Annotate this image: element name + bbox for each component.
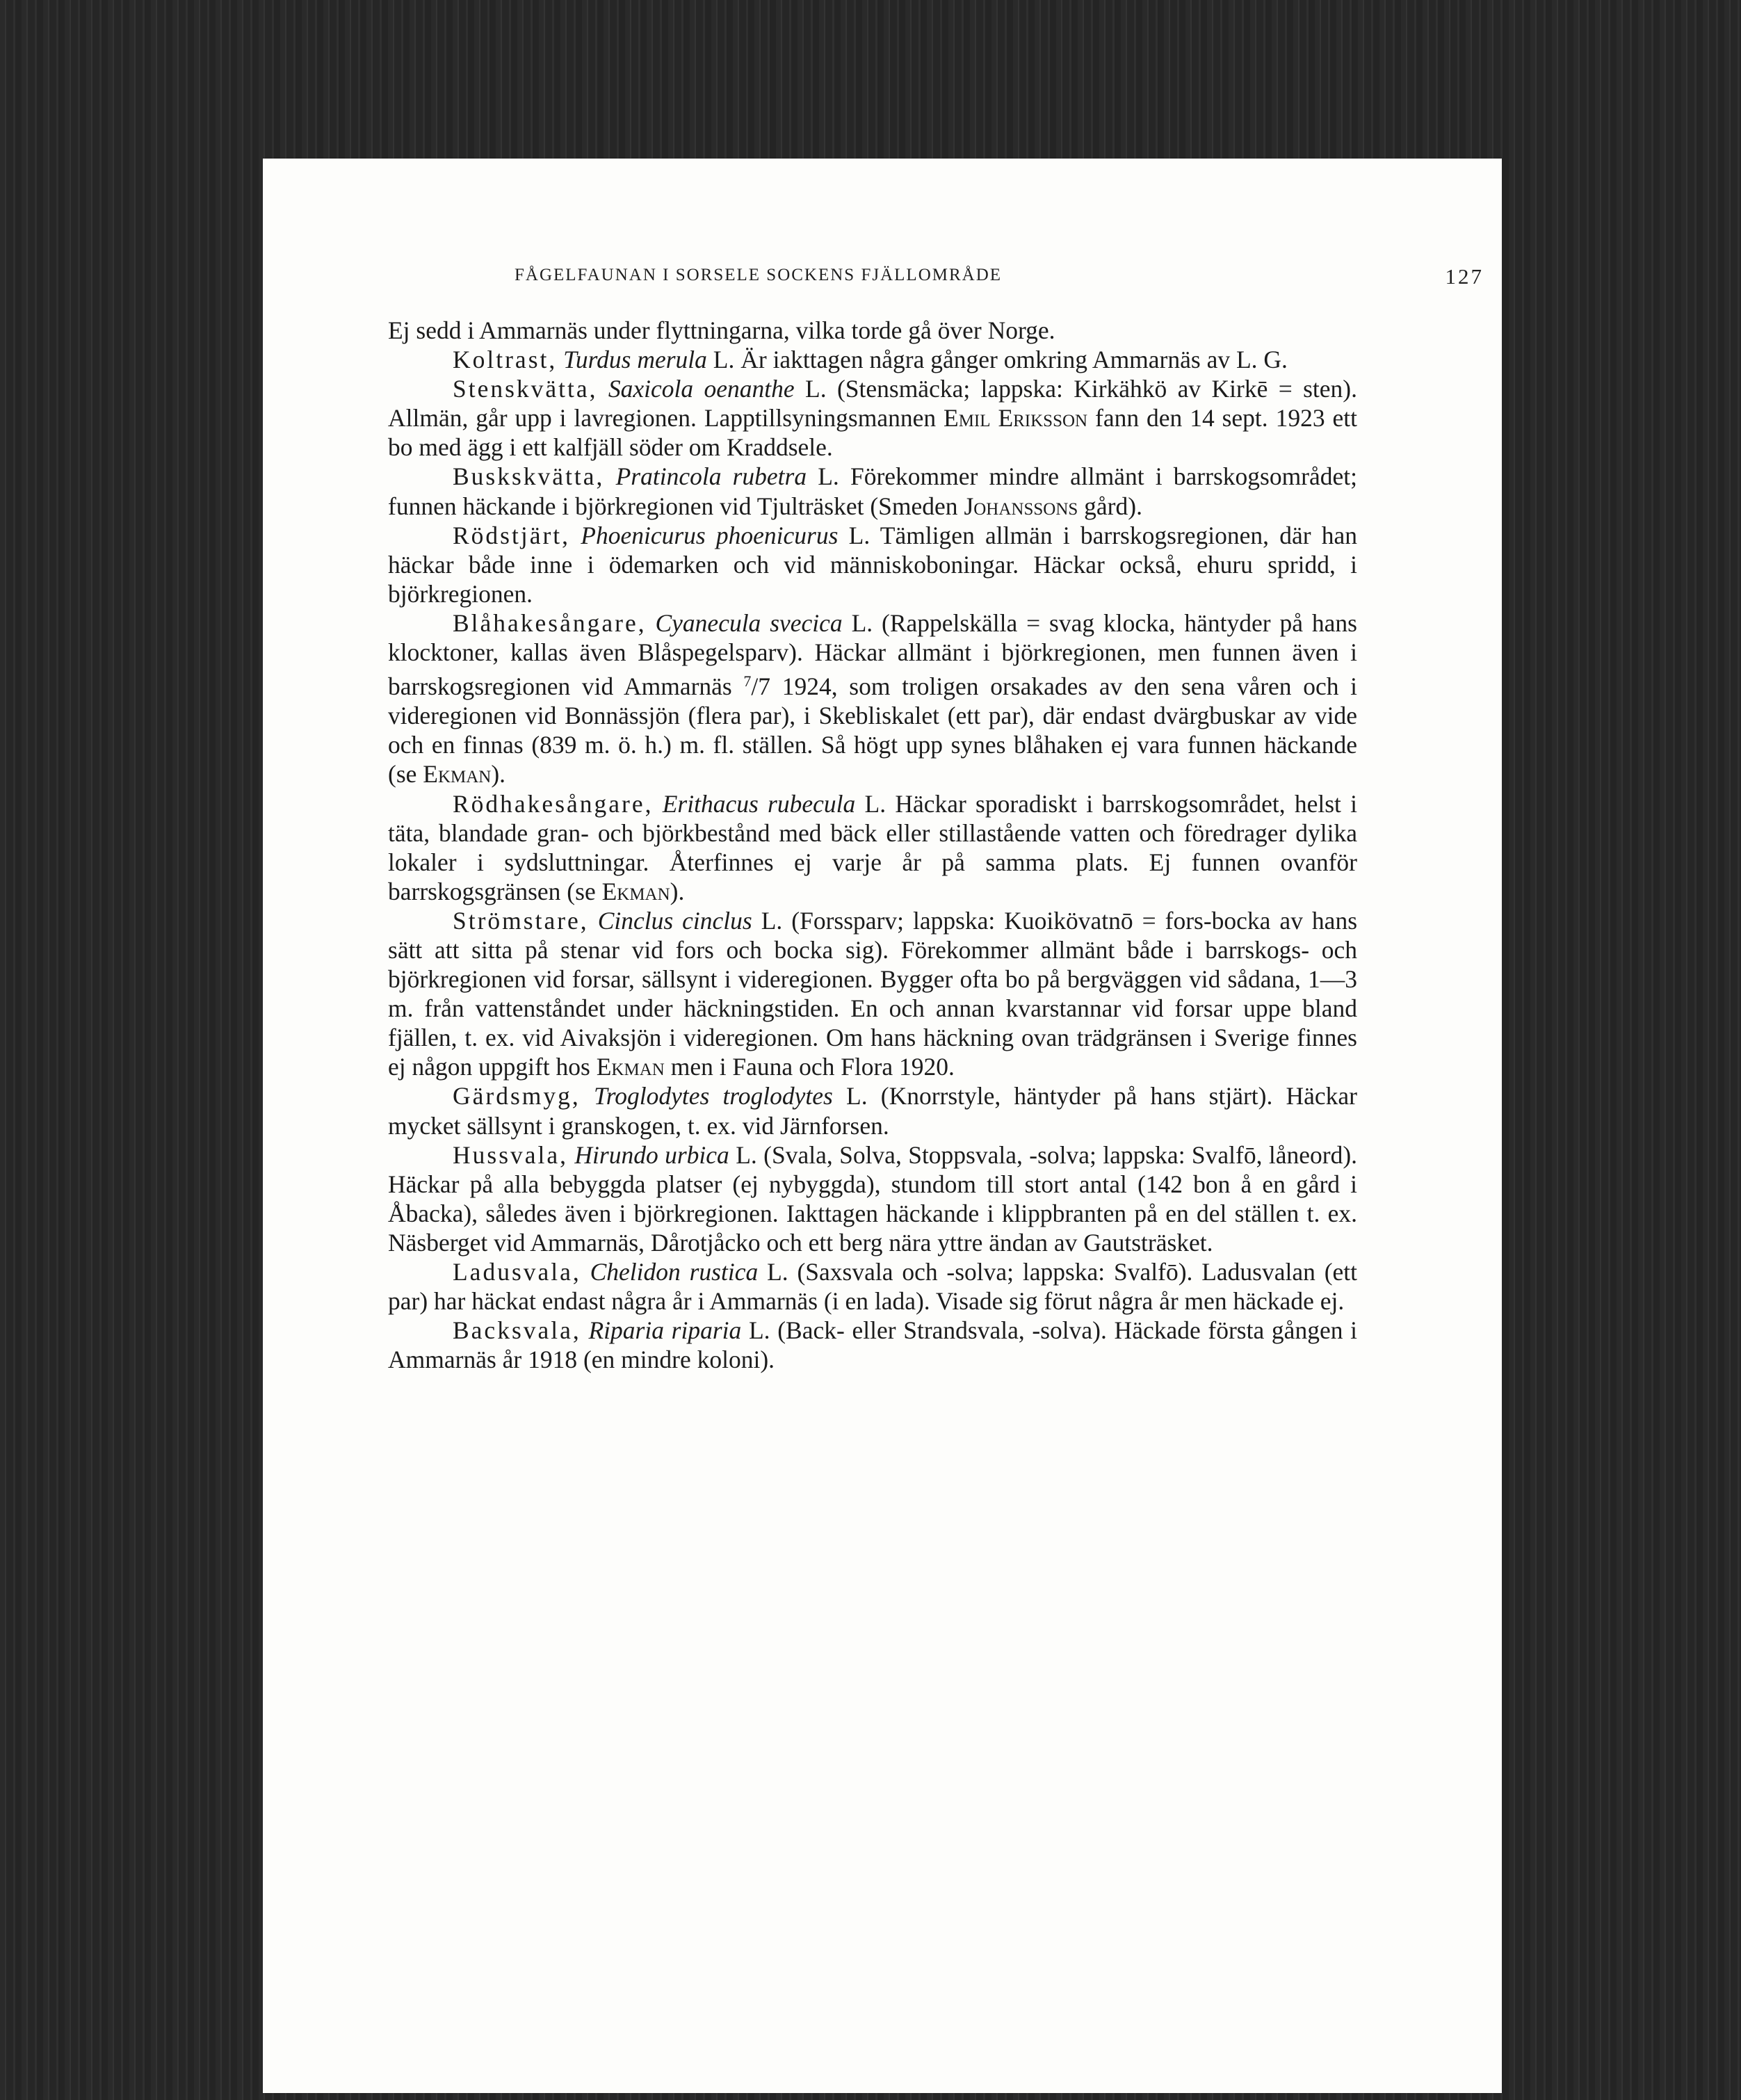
entry-blahakesangare [388, 608, 1357, 789]
entry-text: L. Är iakttagen några gånger omkring Ammarnäs av L. G. [706, 346, 1288, 374]
latin-name: Hirundo urbica [574, 1140, 729, 1169]
species-name: Ladusvala, [453, 1258, 581, 1286]
entry-ladusvala [388, 1257, 1357, 1316]
page-number: 127 [1445, 264, 1484, 289]
entry-text: men i Fauna och Flora 1920. [664, 1053, 955, 1081]
entry-text: ). [491, 760, 506, 789]
entry-text: L. (Rappelskälla = svag klocka, häntyder på hans klocktoner, kallas även Blåspegelsparv). Häckar allmänt i björkregionen, men funnen även i barrskogsregionen vid Ammarnäs [388, 608, 1357, 701]
species-name: Rödstjärt, [453, 521, 571, 549]
species-name: Hussvala, [453, 1140, 569, 1169]
latin-name: Riparia riparia [588, 1316, 742, 1345]
date-fraction-denominator: /7 [751, 672, 771, 701]
species-name: Buskskvätta, [453, 462, 605, 491]
entry-text: L. (Back- eller Strandsvala, -solva). Häckade första gången i Ammarnäs år 1918 (en mindre koloni). [388, 1316, 1358, 1374]
species-name: Gärdsmyg, [453, 1082, 581, 1110]
species-name: Strömstare, [453, 906, 589, 935]
entry-text: L. (Svala, Solva, Stoppsvala, -solva; lappska: Svalfō, låneord). Häckar på alla bebyggda platser (ej nybyggda), stundom till stort antal (142 bon å en gård i Åbacka), således även i björkregionen. Iakttagen häckande i klippbranten på en del ställen t. ex. Näsberget vid Ammarnäs, Dårotjåcko och ett berg nära yttre ändan av Gautsträsket. [388, 1140, 1358, 1257]
person-name: Ekman [601, 877, 670, 905]
species-name: Backsvala, [453, 1316, 581, 1345]
entry-text: 1924, som troligen orsakades av den sena våren och i videregionen vid Bonnässjön (flera par), i Skebliskalet (ett par), där endast dvärgbuskar av vide och en finnas (839 m. ö. h.) m. fl. ställen. Så högt upp synes blåhaken ej vara funnen häckande (se [388, 672, 1357, 789]
entry-text: L. Förekommer mindre allmänt i barrskogsområdet; funnen häckande i björkregionen vid Tjulträsket (Smeden [388, 462, 1357, 520]
paragraph-text: Ej sedd i Ammarnäs under flyttningarna, vilka torde gå över Norge. [388, 316, 1055, 344]
paragraph-continuation [388, 316, 1357, 345]
species-name: Stenskvätta, [453, 375, 598, 403]
running-header [515, 266, 1484, 293]
latin-name: Saxicola oenanthe [608, 375, 795, 403]
person-name: Ekman [423, 760, 492, 789]
entry-text: L. (Forssparv; lappska: Kuoikövatnō = fors-bocka av hans sätt att sitta på stenar vid fors och bocka sig). Förekommer allmänt både i barrskogs- och björkregionen vid forsar, sällsynt i videregionen. Bygger ofta bo på bergväggen vid sådana, 1—3 m. från vattenståndet under häckningstiden. En och annan kvarstannar vid forsar uppe bland fjällen, t. ex. vid Aivaksjön i videregionen. Om hans häckning ovan trädgränsen i Sverige finnes ej någon uppgift hos [388, 906, 1358, 1081]
entry-koltrast [388, 345, 1357, 374]
body-text [388, 316, 1357, 1374]
latin-name: Pratincola rubetra [615, 462, 807, 491]
person-name: Emil Eriksson [944, 404, 1088, 433]
latin-name: Erithacus rubecula [662, 789, 856, 818]
entry-stromstare [388, 906, 1357, 1082]
latin-name: Turdus merula [563, 346, 707, 374]
entry-text: L. (Stensmäcka; lappska: Kirkähkö av Kirkē = sten). Allmän, går upp i lavregionen. Lapptillsyningsmannen [388, 375, 1357, 433]
entry-rodstjart [388, 521, 1357, 608]
person-name: Johanssons [964, 492, 1078, 520]
entry-text: ). [670, 877, 685, 905]
header-title: FÅGELFAUNAN I SORSELE SOCKENS FJÄLLOMRÅDE [515, 266, 1003, 284]
latin-name: Cyanecula svecica [655, 608, 843, 637]
latin-name: Troglodytes troglodytes [593, 1082, 833, 1110]
species-name: Rödhakesångare, [453, 789, 654, 818]
latin-name: Phoenicurus phoenicurus [581, 521, 839, 549]
date-fraction-numerator: 7 [743, 672, 752, 690]
person-name: Ekman [596, 1053, 665, 1081]
entry-backsvala [388, 1316, 1357, 1374]
entry-hussvala [388, 1140, 1357, 1257]
entry-rodhakesangare [388, 789, 1357, 906]
species-name: Koltrast, [453, 346, 558, 374]
latin-name: Cinclus cinclus [597, 906, 752, 935]
book-page [263, 159, 1502, 2093]
entry-stenskvatta [388, 374, 1357, 462]
latin-name: Chelidon rustica [590, 1258, 759, 1286]
entry-text: L. Tämligen allmän i barrskogsregionen, där han häckar både inne i ödemarken och vid människoboningar. Häckar också, ehuru spridd, i björkregionen. [388, 521, 1358, 608]
entry-buskskvatta [388, 462, 1357, 520]
entry-text: L. Häckar sporadiskt i barrskogsområdet, helst i täta, blandade gran- och björkbestånd med bäck eller stillastående vatten och föredrager dylika lokaler i sydsluttningar. Återfinnes ej varje år på samma plats. Ej funnen ovanför barrskogsgränsen (se [388, 789, 1358, 905]
entry-text: L. (Saxsvala och -solva; lappska: Svalfō). Ladusvalan (ett par) har häckat endast några år i Ammarnäs (i en lada). Visade sig förut några år men häckade ej. [388, 1258, 1358, 1316]
entry-text: L. (Knorrstyle, häntyder på hans stjärt). Häckar mycket sällsynt i granskogen, t. ex. vid Järnforsen. [388, 1082, 1358, 1140]
species-name: Blåhakesångare, [453, 608, 647, 637]
entry-gardsmyg [388, 1081, 1357, 1140]
entry-text: gård). [1078, 492, 1142, 520]
entry-text: fann den 14 sept. 1923 ett bo med ägg i ett kalfjäll söder om Kraddsele. [388, 404, 1357, 462]
